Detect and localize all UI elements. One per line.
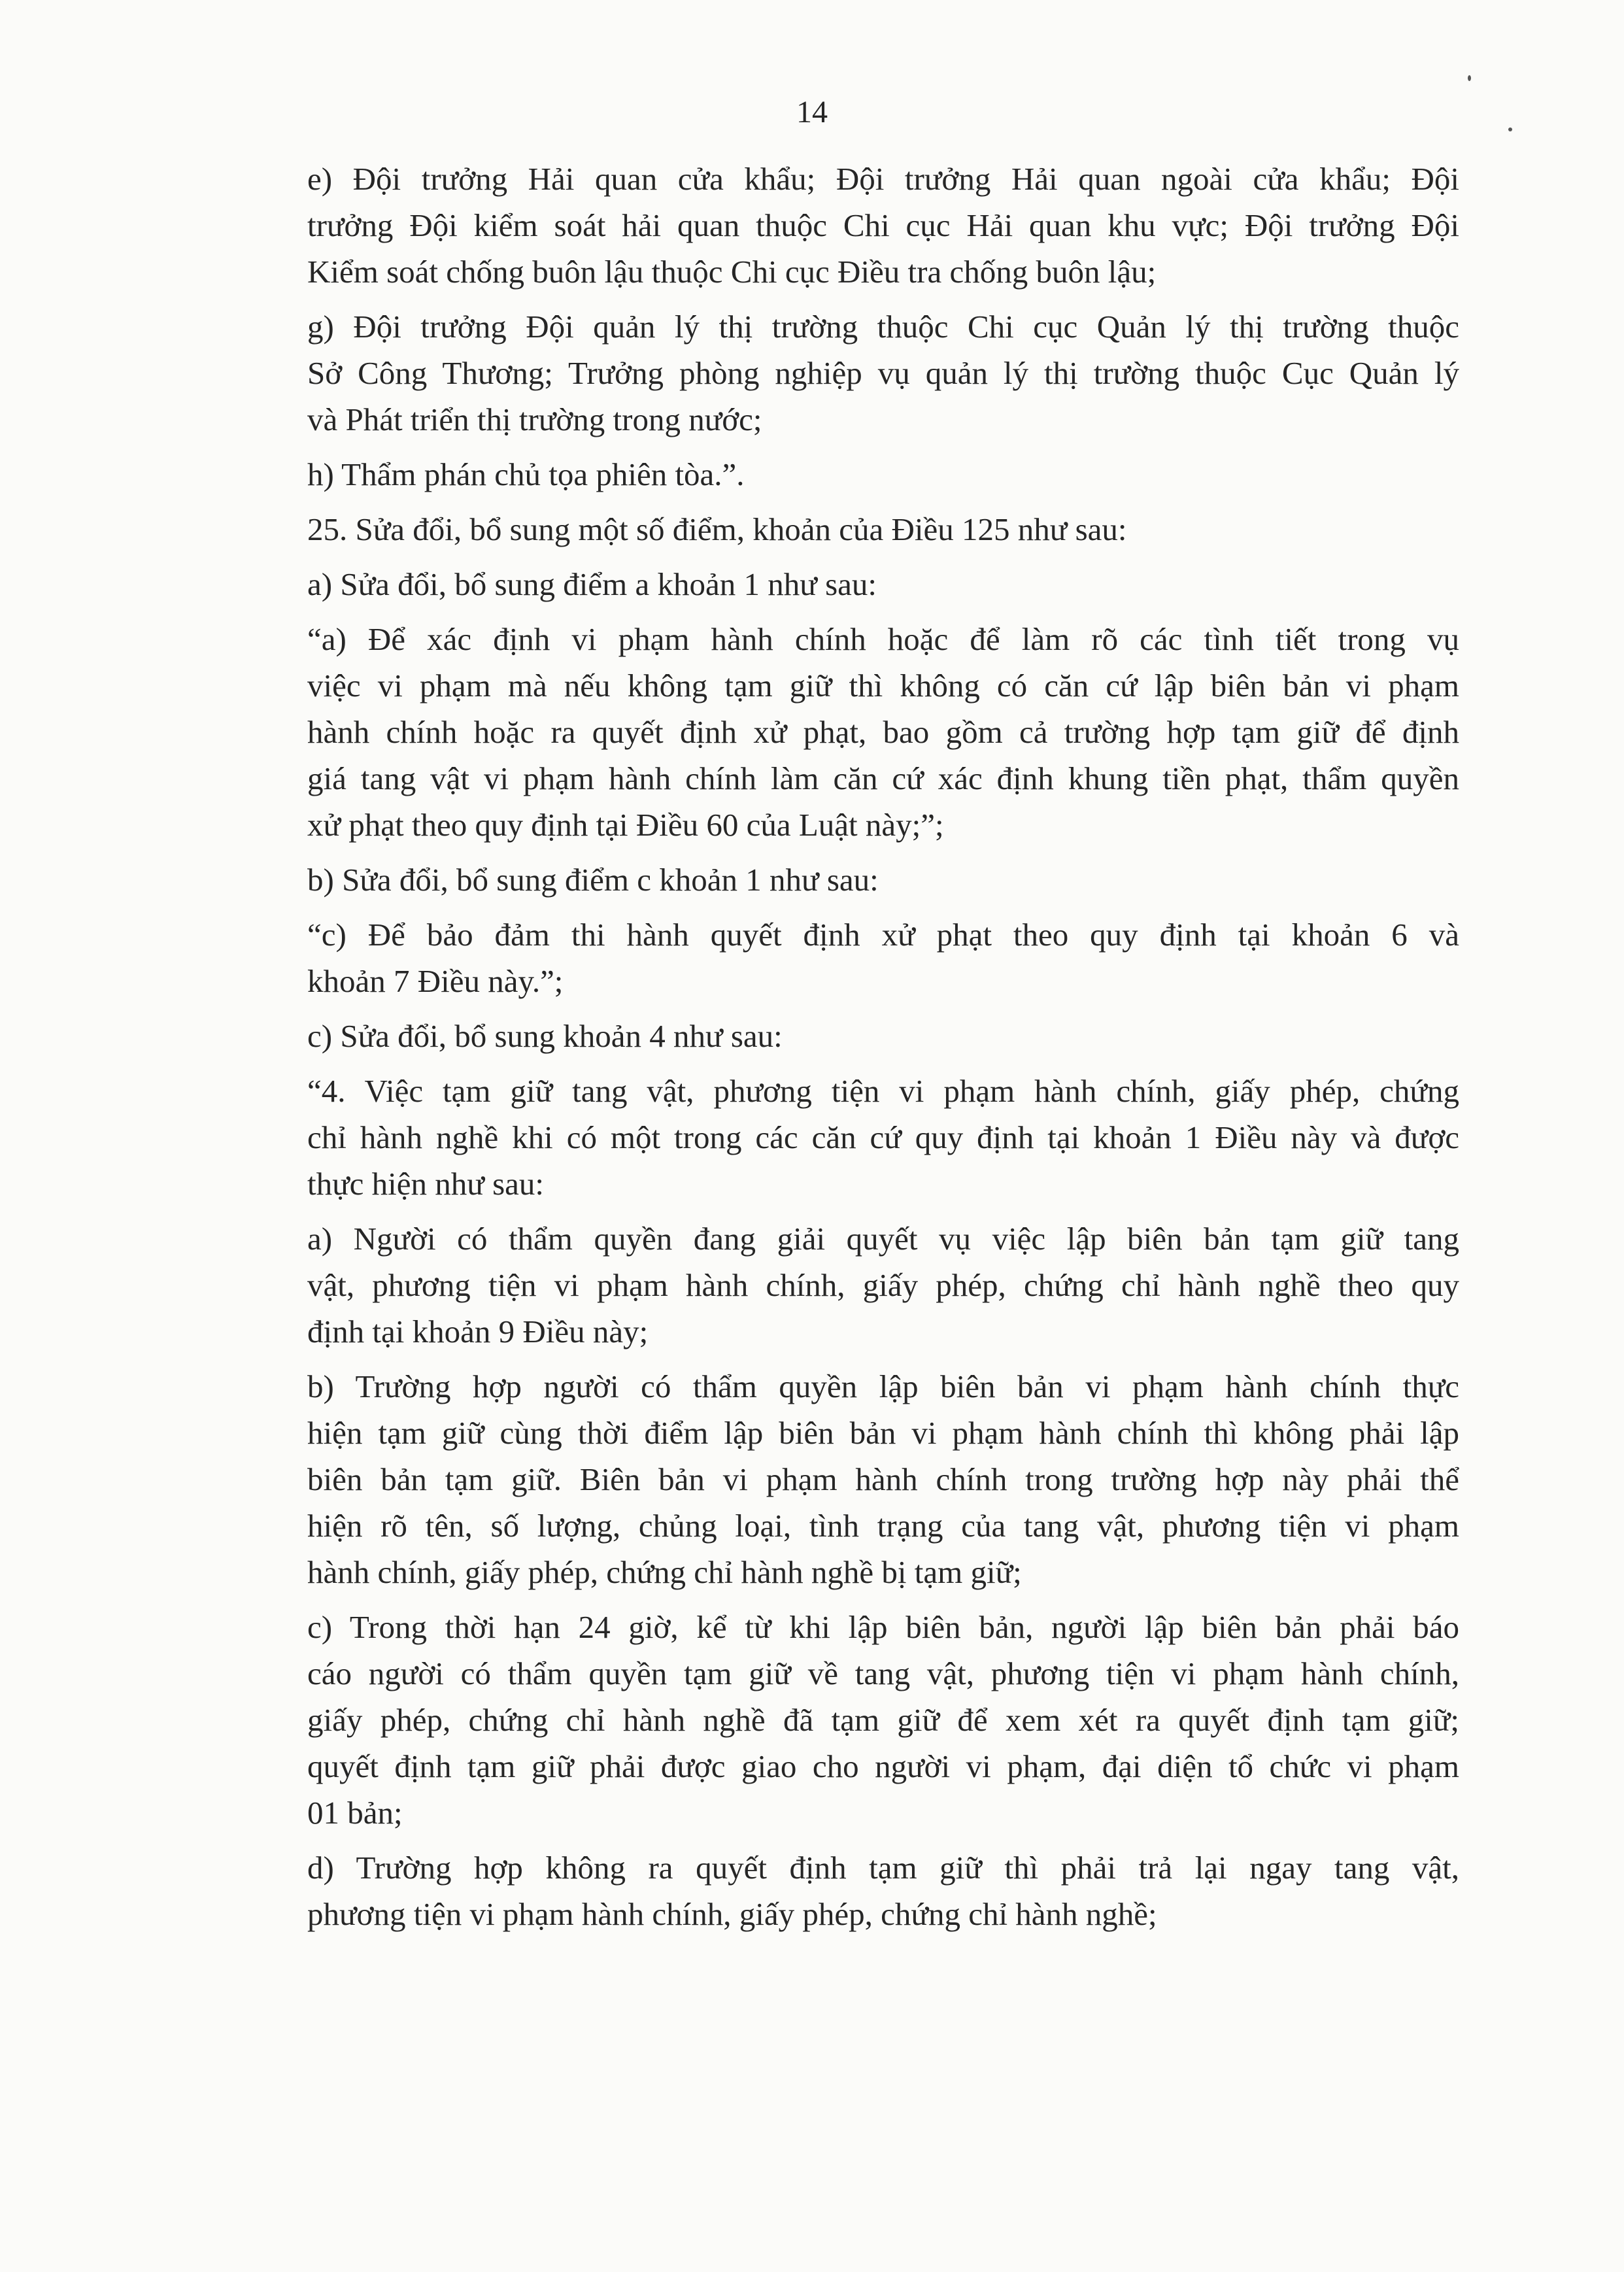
- text-line: hành chính hoặc ra quyết định xử phạt, bao gồm cả trường hợp tạm giữ để định: [307, 714, 1459, 750]
- paragraph: [230, 1363, 1459, 1595]
- scan-speck: [1508, 127, 1512, 131]
- paragraph: [230, 451, 1459, 498]
- page-number: 14: [796, 95, 828, 129]
- text-line: Kiểm soát chống buôn lậu thuộc Chi cục Điều tra chống buôn lậu;: [307, 254, 1157, 290]
- text-line: trưởng Đội kiểm soát hải quan thuộc Chi cục Hải quan khu vực; Đội trưởng Đội: [307, 207, 1459, 243]
- text-line: hiện tạm giữ cùng thời điểm lập biên bản vi phạm hành chính thì không phải lập: [307, 1415, 1459, 1451]
- text-line: thực hiện như sau:: [307, 1166, 545, 1202]
- text-line: Sở Công Thương; Trưởng phòng nghiệp vụ quản lý thị trường thuộc Cục Quản lý: [307, 355, 1459, 391]
- text-line: giá tang vật vi phạm hành chính làm căn cứ xác định khung tiền phạt, thẩm quyền: [307, 760, 1459, 796]
- text-line: “a) Để xác định vi phạm hành chính hoặc để làm rõ các tình tiết trong vụ: [307, 621, 1459, 657]
- paragraph: [230, 1604, 1459, 1836]
- text-line: “4. Việc tạm giữ tang vật, phương tiện vi phạm hành chính, giấy phép, chứng: [307, 1073, 1459, 1109]
- text-line: hiện rõ tên, số lượng, chủng loại, tình trạng của tang vật, phương tiện vi phạm: [307, 1508, 1459, 1544]
- text-line: khoản 7 Điều này.”;: [307, 963, 564, 999]
- text-line: chỉ hành nghề khi có một trong các căn cứ quy định tại khoản 1 Điều này và được: [307, 1119, 1459, 1155]
- text-line: cáo người có thẩm quyền tạm giữ về tang vật, phương tiện vi phạm hành chính,: [307, 1655, 1459, 1691]
- text-line: quyết định tạm giữ phải được giao cho người vi phạm, đại diện tổ chức vi phạm: [307, 1748, 1459, 1784]
- paragraph: [230, 856, 1459, 903]
- text-line: biên bản tạm giữ. Biên bản vi phạm hành chính trong trường hợp này phải thể: [307, 1461, 1459, 1497]
- paragraph: [230, 506, 1459, 552]
- paragraph: [230, 1215, 1459, 1355]
- text-line: a) Người có thẩm quyền đang giải quyết vụ việc lập biên bản tạm giữ tang: [307, 1221, 1459, 1257]
- document-body: [230, 156, 1459, 1946]
- text-line: việc vi phạm mà nếu không tạm giữ thì không có căn cứ lập biên bản vi phạm: [307, 668, 1459, 704]
- paragraph: [230, 156, 1459, 295]
- text-line: định tại khoản 9 Điều này;: [307, 1314, 649, 1349]
- text-line: h) Thẩm phán chủ tọa phiên tòa.”.: [307, 456, 745, 492]
- text-line: c) Sửa đổi, bổ sung khoản 4 như sau:: [307, 1018, 783, 1054]
- paragraph: [230, 1068, 1459, 1207]
- text-line: và Phát triển thị trường trong nước;: [307, 401, 762, 437]
- text-line: b) Sửa đổi, bổ sung điểm c khoản 1 như sau:: [307, 862, 879, 898]
- text-line: 25. Sửa đổi, bổ sung một số điểm, khoản của Điều 125 như sau:: [307, 511, 1127, 547]
- text-line: g) Đội trưởng Đội quản lý thị trường thuộc Chi cục Quản lý thị trường thuộc: [307, 309, 1459, 345]
- text-line: 01 bản;: [307, 1795, 403, 1831]
- text-line: d) Trường hợp không ra quyết định tạm giữ thì phải trả lại ngay tang vật,: [307, 1850, 1459, 1886]
- text-line: c) Trong thời hạn 24 giờ, kể từ khi lập biên bản, người lập biên bản phải báo: [307, 1609, 1459, 1645]
- paragraph: [230, 561, 1459, 607]
- text-line: b) Trường hợp người có thẩm quyền lập biên bản vi phạm hành chính thực: [307, 1368, 1459, 1404]
- paragraph: [230, 1844, 1459, 1937]
- text-line: vật, phương tiện vi phạm hành chính, giấy phép, chứng chỉ hành nghề theo quy: [307, 1267, 1459, 1303]
- text-line: a) Sửa đổi, bổ sung điểm a khoản 1 như sau:: [307, 566, 877, 602]
- text-line: phương tiện vi phạm hành chính, giấy phép, chứng chỉ hành nghề;: [307, 1896, 1157, 1932]
- text-line: giấy phép, chứng chỉ hành nghề đã tạm giữ để xem xét ra quyết định tạm giữ;: [307, 1702, 1459, 1738]
- scan-speck: [1468, 75, 1471, 81]
- text-line: xử phạt theo quy định tại Điều 60 của Luật này;”;: [307, 807, 944, 843]
- text-line: e) Đội trưởng Hải quan cửa khẩu; Đội trưởng Hải quan ngoài cửa khẩu; Đội: [307, 161, 1459, 197]
- text-line: hành chính, giấy phép, chứng chỉ hành nghề bị tạm giữ;: [307, 1554, 1022, 1590]
- text-line: “c) Để bảo đảm thi hành quyết định xử phạt theo quy định tại khoản 6 và: [307, 917, 1459, 953]
- paragraph: [230, 303, 1459, 443]
- paragraph: [230, 1013, 1459, 1059]
- paragraph: [230, 616, 1459, 848]
- paragraph: [230, 911, 1459, 1004]
